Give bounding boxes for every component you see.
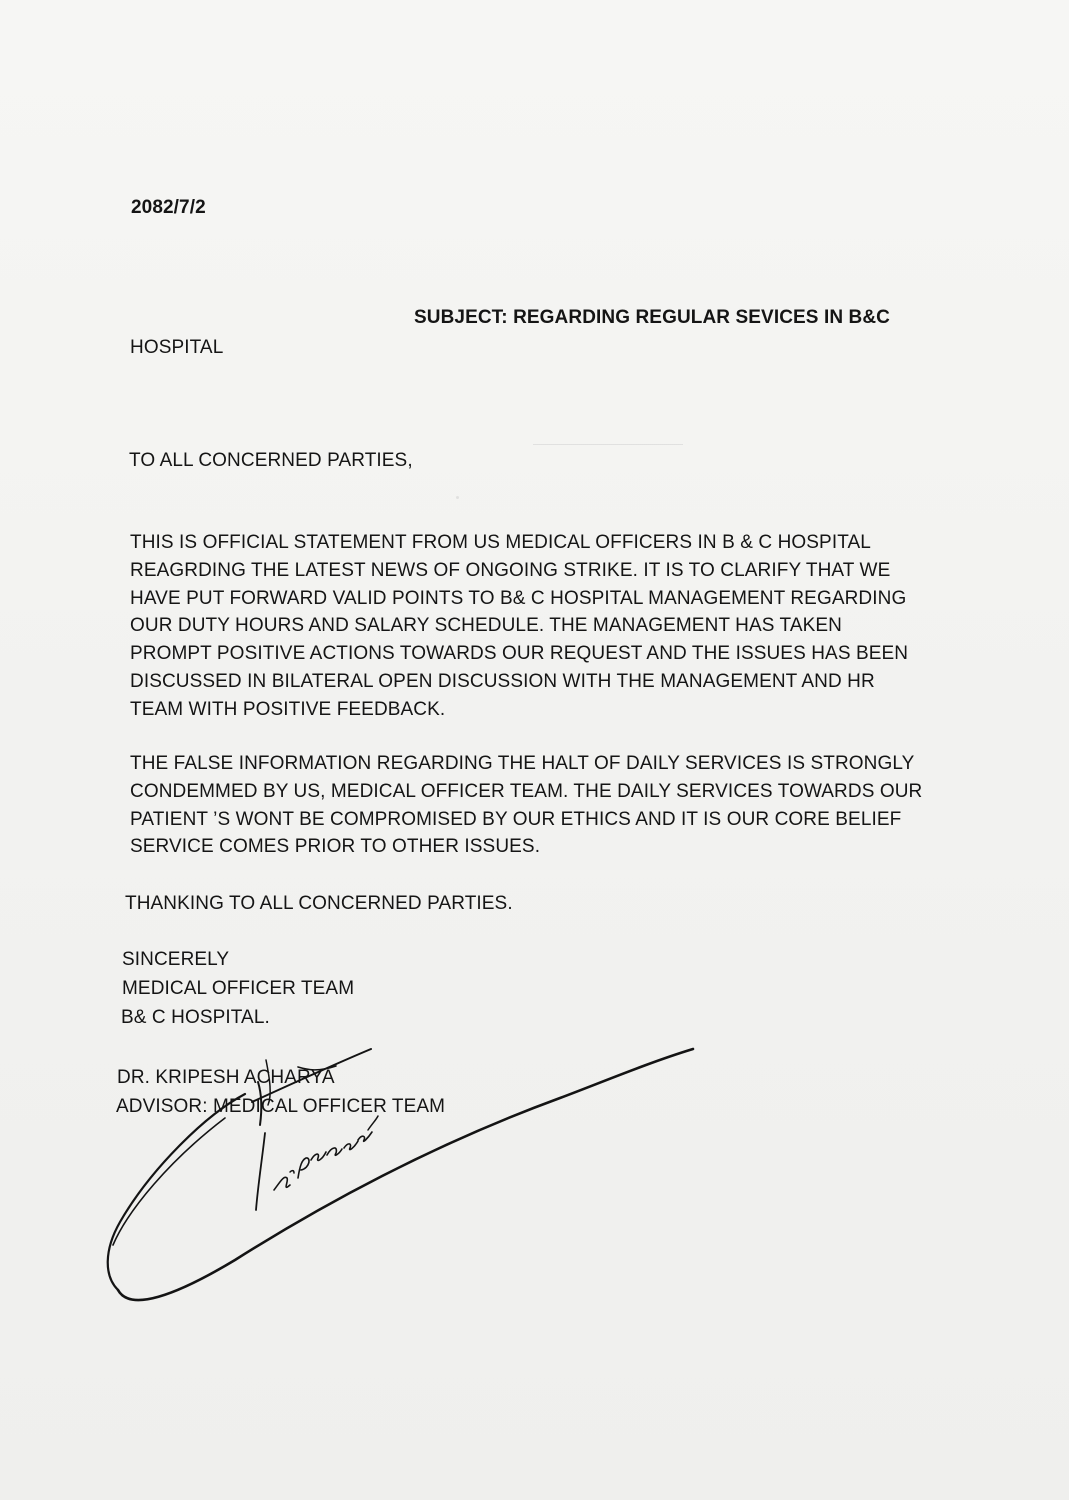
paragraph-1-line: THIS IS OFFICIAL STATEMENT FROM US MEDICAL OFFICERS IN B & C HOSPITAL	[130, 532, 871, 553]
paragraph-2-line: PATIENT ’S WONT BE COMPROMISED BY OUR ETHICS AND IT IS OUR CORE BELIEF	[130, 808, 902, 830]
paragraph-1-line: HAVE PUT FORWARD VALID POINTS TO B& C HOSPITAL MANAGEMENT REGARDING	[130, 587, 907, 609]
letter-date: 2082/7/2	[131, 197, 206, 218]
closing-team: MEDICAL OFFICER TEAM	[122, 978, 355, 999]
paragraph-1-line: PROMPT POSITIVE ACTIONS TOWARDS OUR REQUEST AND THE ISSUES HAS BEEN	[130, 643, 909, 665]
paragraph-2-line: SERVICE COMES PRIOR TO OTHER ISSUES.	[130, 836, 541, 858]
closing-hospital: B& C HOSPITAL.	[121, 1007, 270, 1028]
paragraph-2	[130, 750, 930, 861]
paragraph-1-line: OUR DUTY HOURS AND SALARY SCHEDULE. THE MANAGEMENT HAS TAKEN	[130, 615, 842, 637]
subject-line: SUBJECT: REGARDING REGULAR SEVICES IN B&C	[414, 307, 890, 328]
paragraph-1-line: DISCUSSED IN BILATERAL OPEN DISCUSSION WITH THE MANAGEMENT AND HR	[130, 670, 875, 692]
subject-continuation: HOSPITAL	[130, 337, 224, 358]
salutation: TO ALL CONCERNED PARTIES,	[129, 450, 413, 471]
paragraph-2-line: THE FALSE INFORMATION REGARDING THE HALT OF DAILY SERVICES IS STRONGLY	[130, 753, 915, 774]
signatory-title: ADVISOR: MEDICAL OFFICER TEAM	[116, 1096, 446, 1117]
paragraph-1-line: TEAM WITH POSITIVE FEEDBACK.	[130, 698, 446, 720]
closing-sincerely: SINCERELY	[122, 949, 230, 970]
paragraph-2-line: CONDEMMED BY US, MEDICAL OFFICER TEAM. THE DAILY SERVICES TOWARDS OUR	[130, 780, 923, 802]
paragraph-1-line: REAGRDING THE LATEST NEWS OF ONGOING STRIKE. IT IS TO CLARIFY THAT WE	[130, 559, 891, 581]
paragraph-1	[130, 529, 930, 724]
scan-mark	[533, 444, 683, 445]
scan-mark	[456, 496, 459, 499]
thanks-line: THANKING TO ALL CONCERNED PARTIES.	[125, 893, 513, 914]
signatory-name: DR. KRIPESH ACHARYA	[117, 1067, 335, 1088]
